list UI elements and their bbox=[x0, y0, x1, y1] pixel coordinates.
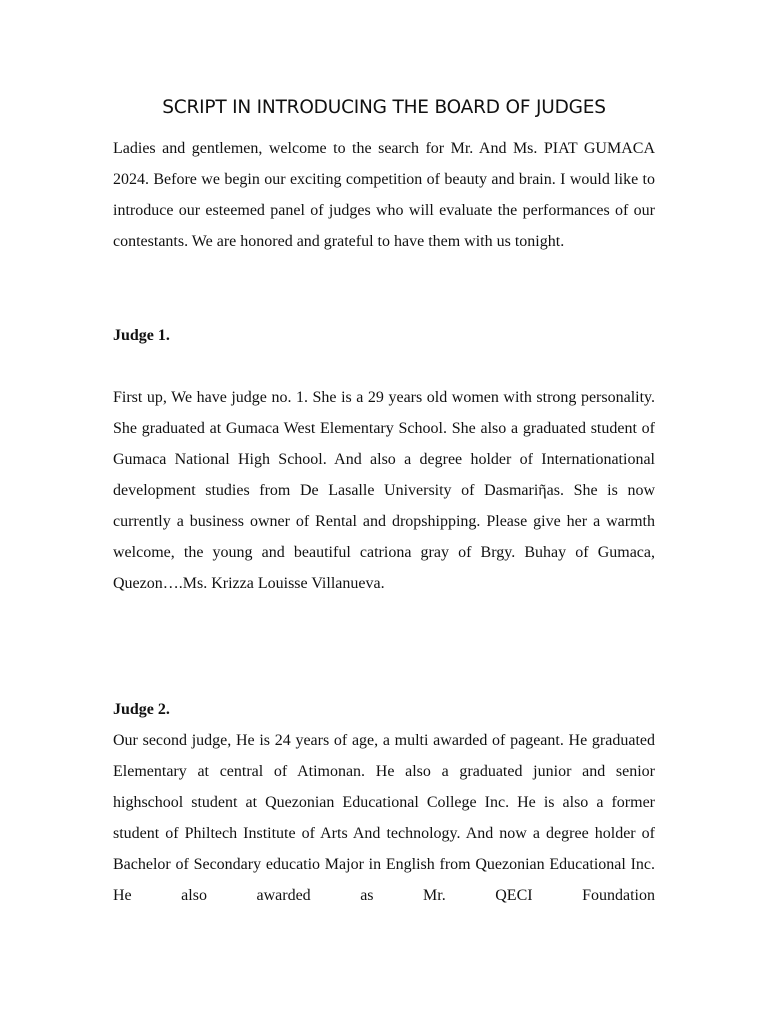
judge-2-heading: Judge 2. bbox=[113, 701, 170, 718]
intro-paragraph: Ladies and gentlemen, welcome to the search for Mr. And Ms. PIAT GUMACA 2024. Before we begin our exciting competition of beauty and brain. I would like to introduce our esteemed panel of judges who will evaluate the performances of our contestants. We are honored and grateful to have them with us tonight. bbox=[113, 140, 655, 250]
judge-1-paragraph: First up, We have judge no. 1. She is a 29 years old women with strong personality. She graduated at Gumaca West Elementary School. She also a graduated student of Gumaca National High School. And also a degree holder of Internationational development studies from De Lasalle University of Dasmariῆas. She is now currently a business owner of Rental and dropshipping. Please give her a warmth welcome, the young and beautiful catriona gray of Brgy. Buhay of Gumaca, Quezon….Ms. Krizza Louisse Villanueva. bbox=[113, 389, 655, 592]
judge-2-paragraph: Our second judge, He is 24 years of age, a multi awarded of pageant. He graduated Elementary at central of Atimonan. He also a graduated junior and senior highschool student at Quezonian Educational College Inc. He is also a former student of Philtech Institute of Arts And technology. And now a degree holder of Bachelor of Secondary educatio Major in English from Quezonian Educational Inc. He also awarded as Mr. QECI Foundation bbox=[113, 732, 655, 904]
document-title: SCRIPT IN INTRODUCING THE BOARD OF JUDGES bbox=[162, 97, 606, 118]
judge-1-heading: Judge 1. bbox=[113, 327, 170, 344]
